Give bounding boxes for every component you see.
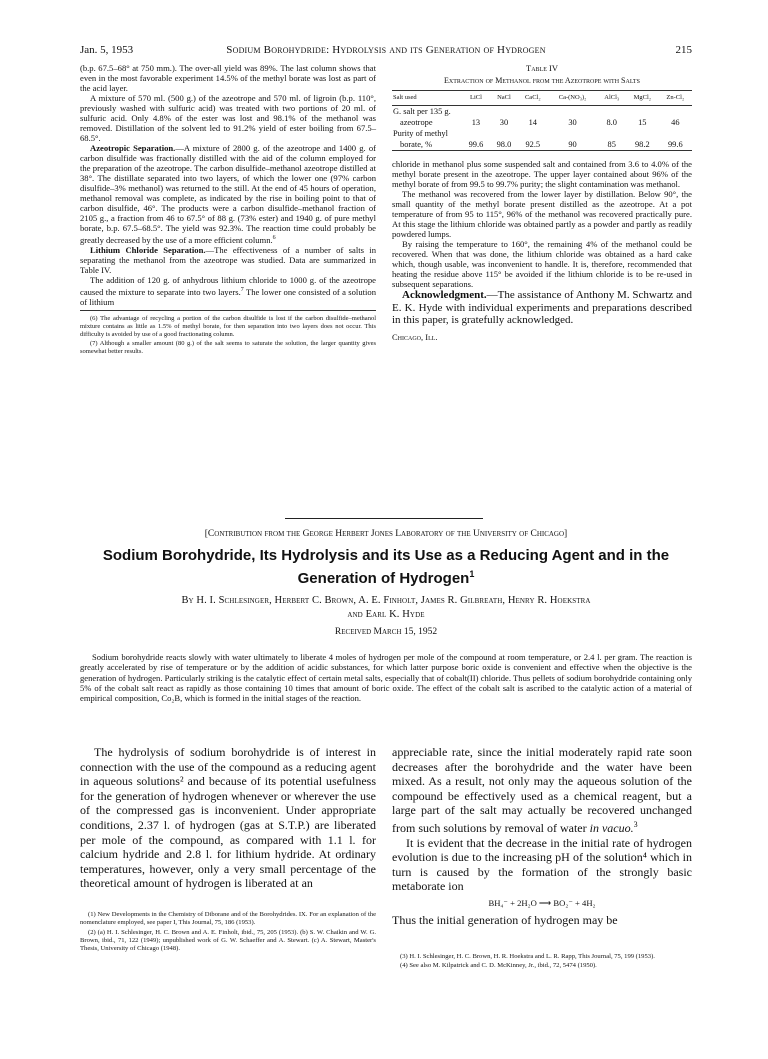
authors-line: and Earl K. Hyde: [347, 609, 425, 620]
footnotes-top-left: [80, 315, 376, 356]
issue-date: Jan. 5, 1953: [80, 44, 134, 56]
azeotropic-paragraph: Azeotropic Separation.—A mixture of 2800 g. of the azeotrope and 1400 g. of carbon disulfide was fractionally distilled with the aid of the column employed for the preparation of the azeotrope. The carbon disulfide–methanol azeotrope distilled at 38°. The distillate separated into two layers, of which the lower one (97% carbon disulfide–3% methanol) was returned to the still. At the end of 45 hours of operation, methanol removal was complete, as indicated by the rise in boiling point to that of carbon disulfide, 46°. The products were a carbon disulfide–methanol fraction of 2105 g., a fraction from 46 to 67.5° of 88 g. (73% ester) and 1940 g. of pure methyl borate, b.p. 67.5–68.5°. The yield was 92.3%. The reaction time could probably be greatly decreased by the use of a more efficient column.$^6$: [80, 143, 376, 245]
section-heading: Lithium Chloride Separation.: [90, 244, 206, 255]
table-cell: 8.0: [606, 118, 617, 127]
running-title: Sodium Borohydride: Hydrolysis and its Generation of Hydrogen: [226, 44, 546, 56]
city: Chicago, Ill.: [392, 331, 438, 342]
table-cell: 98.2: [626, 139, 659, 151]
received-date: Received March 15, 1952: [334, 627, 438, 637]
column-header: Ca-(NO₃)₂: [548, 91, 598, 106]
lithium-paragraph: Lithium Chloride Separation.—The effectiveness of a number of salts in separating the methanol from the azeotrope was studied. Data are summarized in Table IV.: [80, 244, 376, 275]
paragraph: By raising the temperature to 160°, the remaining 4% of the methanol could be recovered. When that was done, the lithium chloride was obtained as a hard cake which, though usable, was inconvenient to handle. It is, therefore, recommended that heating the residue above 115° be avoided if the lithium chloride is to be re-used in subsequent separations.: [392, 239, 692, 289]
table-header-row: [392, 91, 692, 106]
row-sublabel: azeotrope: [400, 118, 433, 127]
table-cell: 99.6: [462, 139, 490, 151]
ack-heading: Acknowledgment.: [402, 289, 487, 301]
paragraph: appreciable rate, since the initial moderately rapid rate soon decreases after the borohydride and the water have been mixed. As a result, not only may the aqueous solution of the compound be effectively used as a chemical reagent, but a large part of the salt may actually be recovered unchanged from such solutions by removal of water in vacuo.$^3$: [392, 745, 692, 835]
footnote-ref: 7: [240, 286, 244, 293]
paragraph: The addition of 120 g. of anhydrous lithium chloride to 1000 g. of the azeotrope caused the mixture to separate into two layers.$^7$ The lower one consisted of a solution of lithium: [80, 274, 376, 307]
table-row: [392, 117, 692, 128]
footnotes-bottom-left: [80, 911, 376, 954]
table-cell: 99.6: [659, 139, 692, 151]
equation: BH₄⁻ + 2H₂O ⟶ BO₂⁻ + 4H₂: [488, 897, 596, 908]
footnote: (7) Although a smaller amount (80 g.) of the salt seems to saturate the solution, the larger quantity gives somewhat better results.: [80, 339, 376, 355]
page-number: 215: [675, 44, 692, 56]
table-cell: 90: [548, 139, 598, 151]
table-iv: [392, 90, 692, 151]
footnote-rule: [80, 310, 376, 311]
acknowledgment: Acknowledgment.—The assistance of Anthony M. Schwartz and E. K. Hyde with individual experiments and preparations described in this paper, is gratefully acknowledged.: [392, 289, 692, 326]
table-cell: 13: [471, 118, 481, 127]
left-column-top: [80, 63, 376, 357]
footnote-ref: 6: [272, 235, 276, 241]
running-head: [80, 44, 692, 60]
row-label: G. salt per 135 g.: [393, 107, 451, 116]
paragraph: Thus the initial generation of hydrogen may be: [392, 912, 618, 927]
column-header: Salt used: [392, 91, 462, 106]
footnote: (3) H. I. Schlesinger, H. C. Brown, H. R. Hoekstra and L. R. Rapp, This Journal, 75, 199 (1953).: [400, 953, 655, 960]
paragraph: (b.p. 67.5–68° at 750 mm.). The over-all yield was 89%. The last column shows that even in the most favorable experiment 14.5% of the methyl borate was lost as part of the acid layer.: [80, 63, 376, 93]
table-title: Extraction of Methanol from the Azeotrope with Salts: [444, 76, 640, 85]
article-title: Sodium Borohydride, Its Hydrolysis and its Use as a Reducing Agent and in the Generation of Hydrogen$^1$: [102, 547, 670, 587]
column-header: LiCl: [462, 91, 490, 106]
table-row: [392, 106, 692, 118]
authors-line: By H. I. Schlesinger, Herbert C. Brown, A. E. Finholt, James R. Gilbreath, Henry R. Hoekstra: [181, 595, 591, 606]
paragraph: A mixture of 570 ml. (500 g.) of the azeotrope and 570 ml. of ligroin (b.p. 110°, previously washed with sulfuric acid) was treated with two portions of 20 ml. of sulfuric acid. Only 4.8% of the ester was lost and 98.1% of the methanol was removed. Distillation of the solvent led to 91.2% yield of ester boiling from 67.5–68.5°.: [80, 93, 376, 143]
table-row: [392, 128, 692, 139]
section-heading: Azeotropic Separation.: [90, 143, 176, 153]
footnote: (1) New Developments in the Chemistry of Diborane and of the Borohydrides. IX. For an explanation of the nomenclature employed, see paper I, This Journal, 75, 186 (1953).: [80, 911, 376, 927]
paragraph: The hydrolysis of sodium borohydride is of interest in connection with the use of the compound as a reducing agent in aqueous solutions² and because of its potential usefulness for the generation of hydrogen whenever or wherever the use of the compressed gas is inconvenient. Under appropriate conditions, 2.37 l. of hydrogen (gas at S.T.P.) are liberated per mole of the compound, as compared with 1.1 l. for calcium hydride and 2.8 l. for lithium hydride. At ordinary temperatures, however, only a very small percentage of the theoretical amount of hydrogen is liberated at an: [80, 745, 376, 891]
authors: [80, 594, 692, 622]
column-header: NaCl: [490, 91, 518, 106]
table-cell: 85: [597, 139, 625, 151]
table-caption: [392, 63, 692, 86]
footnotes-bottom-right: [392, 953, 692, 972]
row-sublabel: borate, %: [392, 139, 462, 151]
table-cell: 14: [528, 118, 537, 127]
body-right-column: [392, 745, 692, 927]
paragraph: It is evident that the decrease in the initial rate of hydrogen evolution is due to the increasing pH of the solution⁴ which in turn is caused by the formation of the strongly basic metaborate ion: [392, 835, 692, 894]
body-left-column: [80, 745, 376, 891]
table-row: [392, 139, 692, 151]
footnote-ref: 1: [469, 569, 475, 579]
contribution-line: [Contribution from the George Herbert Jones Laboratory of the University of Chicago]: [204, 529, 568, 539]
table-cell: 30: [568, 118, 577, 127]
table-cell: 30: [499, 118, 509, 127]
table-cell: 92.5: [518, 139, 548, 151]
table-cell: 15: [638, 118, 647, 127]
table-cell: 46: [671, 118, 680, 127]
footnote-ref: 3: [633, 819, 638, 829]
footnote: (2) (a) H. I. Schlesinger, H. C. Brown and A. E. Finholt, ibid., 75, 205 (1953). (b) S. W. Chaikin and W. G. Brown, ibid., 71, 122 (1949); unpublished work of G. W. Schaeffer and A. Stewart. (c) A. Stewart, Master's Thesis, University of Chicago (1948).: [80, 928, 376, 953]
column-header: MgCl₂: [626, 91, 659, 106]
column-header: Zn-Cl₂: [659, 91, 692, 106]
table-number: Table IV: [526, 63, 558, 73]
paragraph: The methanol was recovered from the lower layer by distillation. Below 90°, the small quantity of the methyl borate present distilled as the azeotrope. At a pot temperature of from 95 to 115°, 96% of the methanol was recovered practically pure. At this stage the lithium chloride was obtained partly as a powder and partly as readily powdered lumps.: [392, 189, 692, 239]
abstract: Sodium borohydride reacts slowly with water ultimately to liberate 4 moles of hydrogen per mole of the compound at room temperature, or 2.4 l. per gram. The reaction is greatly accelerated by rise of temperature or by the addition of acidic substances, for which latter purpose boric oxide is convenient and effective when the objective is the generation of hydrogen. Particularly striking is the catalytic effect of certain metal salts, especially that of cobalt(II) chloride. Thus pellets of sodium borohydride containing only 5% of the cobalt salt react as rapidly as those containing 10 times that amount of boric oxide. The effect of the cobalt salt is ascribed to the catalytic action of a material of empirical composition, Co₂B, which is formed in the initial stages of the reaction.: [80, 652, 692, 704]
footnote: (6) The advantage of recycling a portion of the carbon disulfide is lost if the carbon disulfide–methanol mixture contains as little as 1.5% of methyl borate, for then separation into two layers does not occur. This difficulty is avoided by use of a good fractionating column.: [80, 314, 376, 338]
article-divider: [285, 518, 483, 519]
column-header: AlCl₃: [597, 91, 625, 106]
row-label: Purity of methyl: [393, 129, 448, 138]
paragraph: chloride in methanol plus some suspended salt and contained from 3.6 to 4.0% of the methyl borate present in the azeotrope. The upper layer contained about 96% of the methyl borate of from 99.5 to 99.7% purity; the slight contamination was methanol.: [392, 159, 692, 189]
column-header: CaCl₂: [518, 91, 548, 106]
footnote: (4) See also M. Kilpatrick and C. D. McKinney, Jr., ibid., 72, 5474 (1950).: [400, 962, 597, 970]
right-column-top: [392, 63, 692, 342]
table-cell: 98.0: [490, 139, 518, 151]
